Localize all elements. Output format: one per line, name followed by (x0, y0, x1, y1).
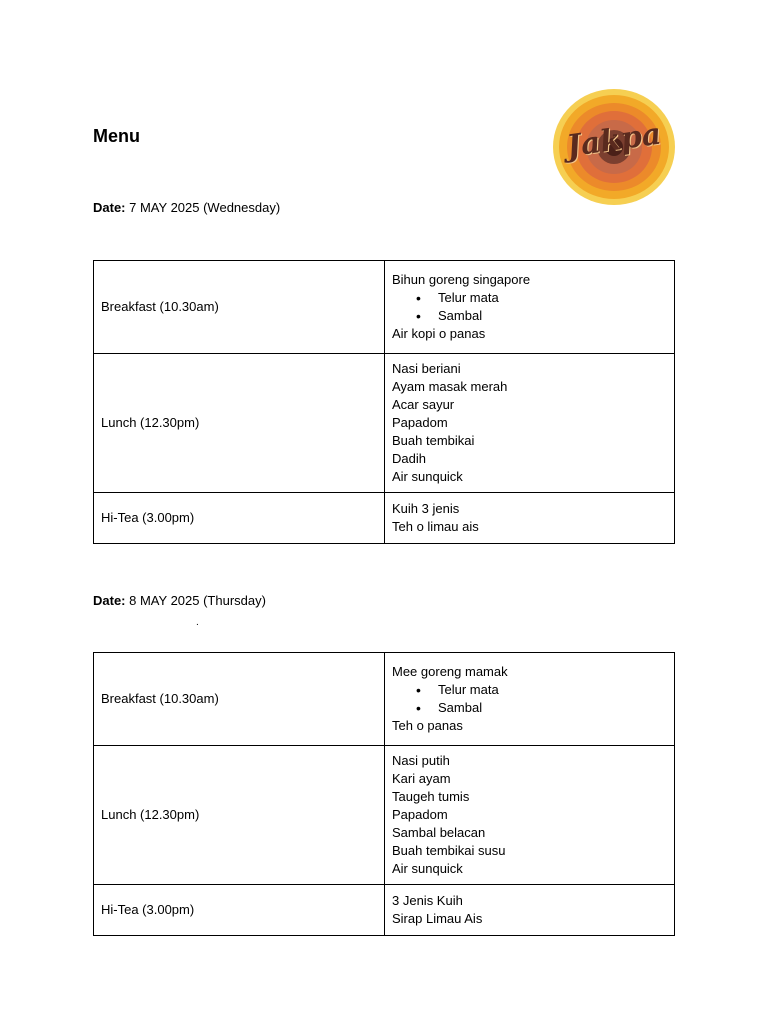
side-item: • Sambal (438, 307, 667, 325)
menu-item: Sambal belacan (392, 825, 486, 840)
meal-name: Lunch (12.30pm) (94, 746, 385, 885)
menu-table-day2 (93, 652, 675, 936)
meal-name: Lunch (12.30pm) (94, 354, 385, 493)
menu-item: Buah tembikai (392, 433, 475, 448)
table-row-hitea (94, 885, 675, 936)
menu-items (385, 885, 675, 936)
date-value: 8 MAY 2025 (Thursday) (129, 593, 266, 608)
menu-item: Papadom (392, 807, 448, 822)
meal-name: Breakfast (10.30am) (94, 261, 385, 354)
table-row-breakfast (94, 653, 675, 746)
table-row-breakfast (94, 261, 675, 354)
side-item: • Telur mata (438, 681, 667, 699)
meal-name: Hi-Tea (3.00pm) (94, 493, 385, 544)
menu-item: Acar sayur (392, 397, 455, 412)
menu-item: Kuih 3 jenis (392, 501, 460, 516)
table-row-lunch (94, 354, 675, 493)
menu-item: Mee goreng mamak (392, 664, 508, 679)
menu-items (385, 653, 675, 746)
stray-mark: . (196, 617, 199, 628)
menu-items (385, 354, 675, 493)
jakpa-logo (553, 89, 675, 205)
menu-item: Ayam masak merah (392, 379, 508, 394)
menu-item: Air kopi o panas (392, 326, 486, 341)
date-line-day2 (93, 593, 266, 609)
menu-item: Nasi beriani (392, 361, 461, 376)
side-item: • Telur mata (438, 289, 667, 307)
menu-item: Papadom (392, 415, 448, 430)
date-label: Date: (93, 593, 126, 608)
table-row-hitea (94, 493, 675, 544)
menu-item: Dadih (392, 451, 426, 466)
menu-item: 3 Jenis Kuih (392, 893, 463, 908)
side-list (392, 681, 667, 717)
date-value: 7 MAY 2025 (Wednesday) (129, 200, 281, 215)
menu-item: Air sunquick (392, 469, 463, 484)
menu-item: Buah tembikai susu (392, 843, 506, 858)
menu-items (385, 493, 675, 544)
menu-item: Nasi putih (392, 753, 450, 768)
side-item: • Sambal (438, 699, 667, 717)
page-title: Menu (93, 126, 140, 146)
logo-wordmark: Jakpa (564, 116, 664, 165)
menu-item: Sirap Limau Ais (392, 911, 483, 926)
side-list (392, 289, 667, 325)
table-row-lunch (94, 746, 675, 885)
menu-items (385, 746, 675, 885)
menu-item: Kari ayam (392, 771, 451, 786)
menu-item: Taugeh tumis (392, 789, 470, 804)
menu-items (385, 261, 675, 354)
meal-name: Hi-Tea (3.00pm) (94, 885, 385, 936)
menu-item: Teh o limau ais (392, 519, 479, 534)
menu-table-day1 (93, 260, 675, 544)
date-line-day1 (93, 200, 280, 216)
menu-item: Air sunquick (392, 861, 463, 876)
meal-name: Breakfast (10.30am) (94, 653, 385, 746)
menu-item: Teh o panas (392, 718, 463, 733)
date-label: Date: (93, 200, 126, 215)
menu-item: Bihun goreng singapore (392, 272, 531, 287)
